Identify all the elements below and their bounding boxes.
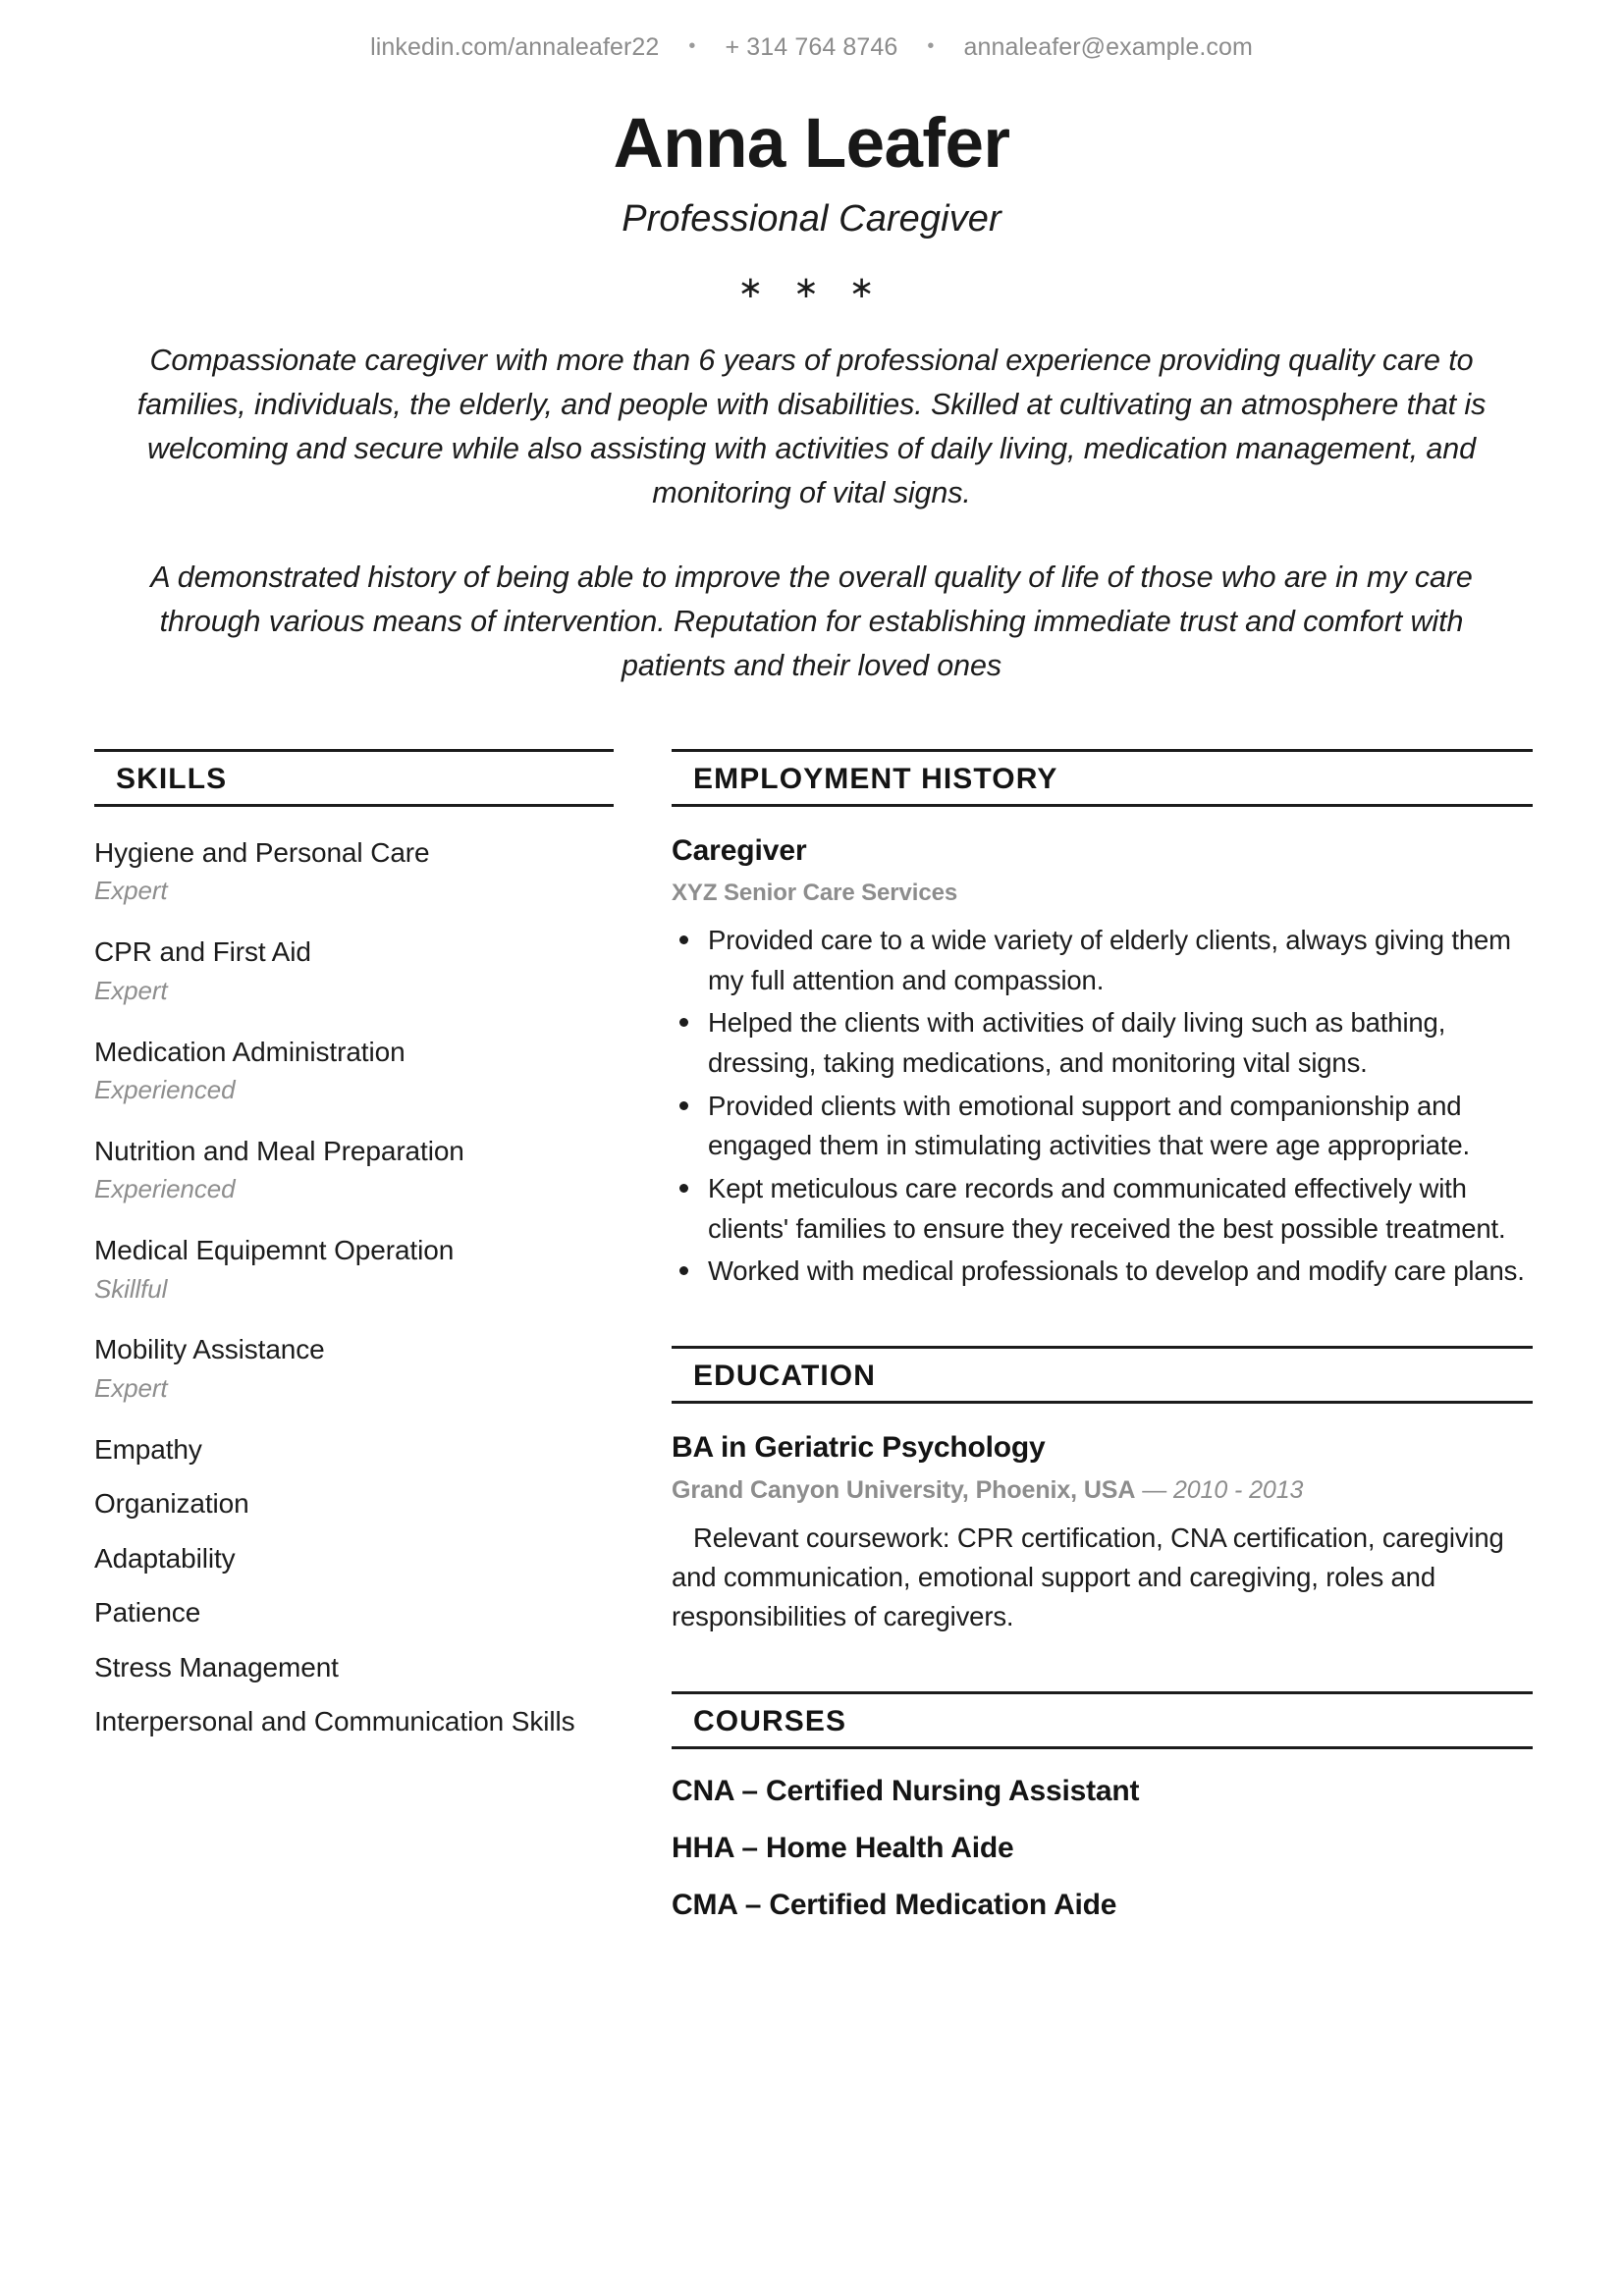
- skill-name: Empathy: [94, 1433, 202, 1465]
- contact-email[interactable]: annaleafer@example.com: [963, 33, 1253, 61]
- job-company: XYZ Senior Care Services: [672, 879, 958, 906]
- skill-name: Medical Equipemnt Operation: [94, 1235, 455, 1266]
- skill-name: Organization: [94, 1488, 249, 1520]
- list-item: [672, 1252, 1533, 1292]
- section-title-courses: COURSES: [693, 1705, 847, 1738]
- section-title-employment: EMPLOYMENT HISTORY: [693, 762, 1058, 795]
- list-item: [672, 1003, 1533, 1083]
- skill-name: Patience: [94, 1597, 201, 1629]
- skill-item: [94, 1133, 614, 1206]
- section-header-education: [672, 1346, 1533, 1404]
- list-item-text: Provided clients with emotional support and companionship and engaged them in stimulating activities that were age appropriate.: [708, 1090, 1470, 1161]
- skill-level: Expert: [94, 1372, 168, 1403]
- skill-name: Medication Administration: [94, 1036, 406, 1067]
- course-item: CMA – Certified Medication Aide: [672, 1889, 1117, 1922]
- asterisk-divider-icon: ∗ ∗ ∗: [737, 270, 886, 304]
- job-role: Caregiver: [672, 833, 807, 867]
- section-title-skills: SKILLS: [116, 762, 228, 795]
- education-dash: —: [1142, 1476, 1167, 1505]
- summary-paragraph-2: A demonstrated history of being able to improve the overall quality of life of those who are in my care through various means of intervention. Reputation for establishing immediate trust and comfort with patients and their loved ones: [150, 560, 1473, 682]
- skill-name: Adaptability: [94, 1542, 236, 1574]
- contact-linkedin[interactable]: linkedin.com/annaleafer22: [370, 33, 660, 61]
- course-item: CNA – Certified Nursing Assistant: [672, 1775, 1140, 1808]
- skill-item: [94, 1703, 614, 1740]
- contact-phone[interactable]: + 314 764 8746: [725, 33, 898, 61]
- list-item-text: Kept meticulous care records and communicated effectively with clients' families to ensure they received the best possible treatment.: [708, 1173, 1506, 1244]
- list-item: [672, 1087, 1533, 1166]
- contact-separator-1: •: [688, 35, 696, 57]
- skill-name: Hygiene and Personal Care: [94, 836, 430, 868]
- list-item-text: Provided care to a wide variety of elderly clients, always giving them my full attention and compassion.: [708, 924, 1511, 995]
- skill-item: [94, 1232, 614, 1306]
- bullet-dot-icon: [679, 1101, 688, 1110]
- skill-item: [94, 934, 614, 1007]
- bullet-dot-icon: [679, 1184, 688, 1193]
- section-header-courses: [672, 1691, 1533, 1749]
- candidate-name: Anna Leafer: [613, 105, 1010, 183]
- summary-paragraph-1: Compassionate caregiver with more than 6 years of professional experience providing quality care to families, individuals, the elderly, and people with disabilities. Skilled at cultivating an atmosphere that is welcoming and secure while also assisting with activities of daily living, medication management, and monitoring of vital signs.: [136, 344, 1487, 510]
- candidate-job-title: Professional Caregiver: [622, 198, 1001, 240]
- section-header-employment: [672, 749, 1533, 807]
- education-meta: [672, 1476, 1533, 1505]
- skill-item: [94, 1034, 614, 1107]
- skill-item: [94, 1540, 614, 1577]
- skill-name: Stress Management: [94, 1651, 339, 1682]
- skill-level: Experienced: [94, 1174, 236, 1204]
- course-item: HHA – Home Health Aide: [672, 1832, 1014, 1865]
- list-item-text: Worked with medical professionals to develop and modify care plans.: [708, 1255, 1525, 1287]
- contact-separator-2: •: [927, 35, 935, 57]
- spacer: [672, 1295, 1533, 1346]
- right-column: [672, 749, 1533, 1947]
- bullet-dot-icon: [679, 935, 688, 944]
- skill-level: Expert: [94, 975, 168, 1005]
- education-description: Relevant coursework: CPR certification, CNA certification, caregiving and communication, emotional support and caregiving, roles and responsibilities of caregivers.: [672, 1522, 1504, 1632]
- education-school: Grand Canyon University, Phoenix, USA: [672, 1476, 1136, 1505]
- skill-item: [94, 1431, 614, 1468]
- profile-summary: [122, 339, 1501, 688]
- list-item: [672, 921, 1533, 1000]
- skill-name: Interpersonal and Communication Skills: [94, 1706, 575, 1737]
- skill-name: Mobility Assistance: [94, 1334, 325, 1365]
- section-title-education: EDUCATION: [693, 1360, 877, 1393]
- skill-name: CPR and First Aid: [94, 936, 311, 968]
- left-column: [94, 749, 614, 1758]
- resume-columns: [0, 749, 1623, 1947]
- education-entry: [672, 1431, 1533, 1636]
- skill-item: [94, 1331, 614, 1405]
- skill-item: [94, 834, 614, 908]
- bullet-dot-icon: [679, 1018, 688, 1027]
- skill-item: [94, 1594, 614, 1631]
- job-responsibilities: [672, 921, 1533, 1292]
- skill-item: [94, 1649, 614, 1686]
- spacer: [672, 1636, 1533, 1691]
- skill-level: Expert: [94, 876, 168, 906]
- education-degree: BA in Geriatric Psychology: [672, 1431, 1046, 1465]
- contact-bar: [0, 0, 1623, 62]
- list-item: [672, 1169, 1533, 1249]
- list-item-text: Helped the clients with activities of daily living such as bathing, dressing, taking medications, and monitoring vital signs.: [708, 1007, 1446, 1078]
- skill-item: [94, 1485, 614, 1522]
- skill-level: Skillful: [94, 1273, 168, 1304]
- skill-level: Experienced: [94, 1075, 236, 1105]
- skill-name: Nutrition and Meal Preparation: [94, 1135, 464, 1166]
- employment-entry: [672, 834, 1533, 1292]
- bullet-dot-icon: [679, 1266, 688, 1275]
- section-header-skills: [94, 749, 614, 807]
- education-dates: 2010 - 2013: [1172, 1476, 1304, 1505]
